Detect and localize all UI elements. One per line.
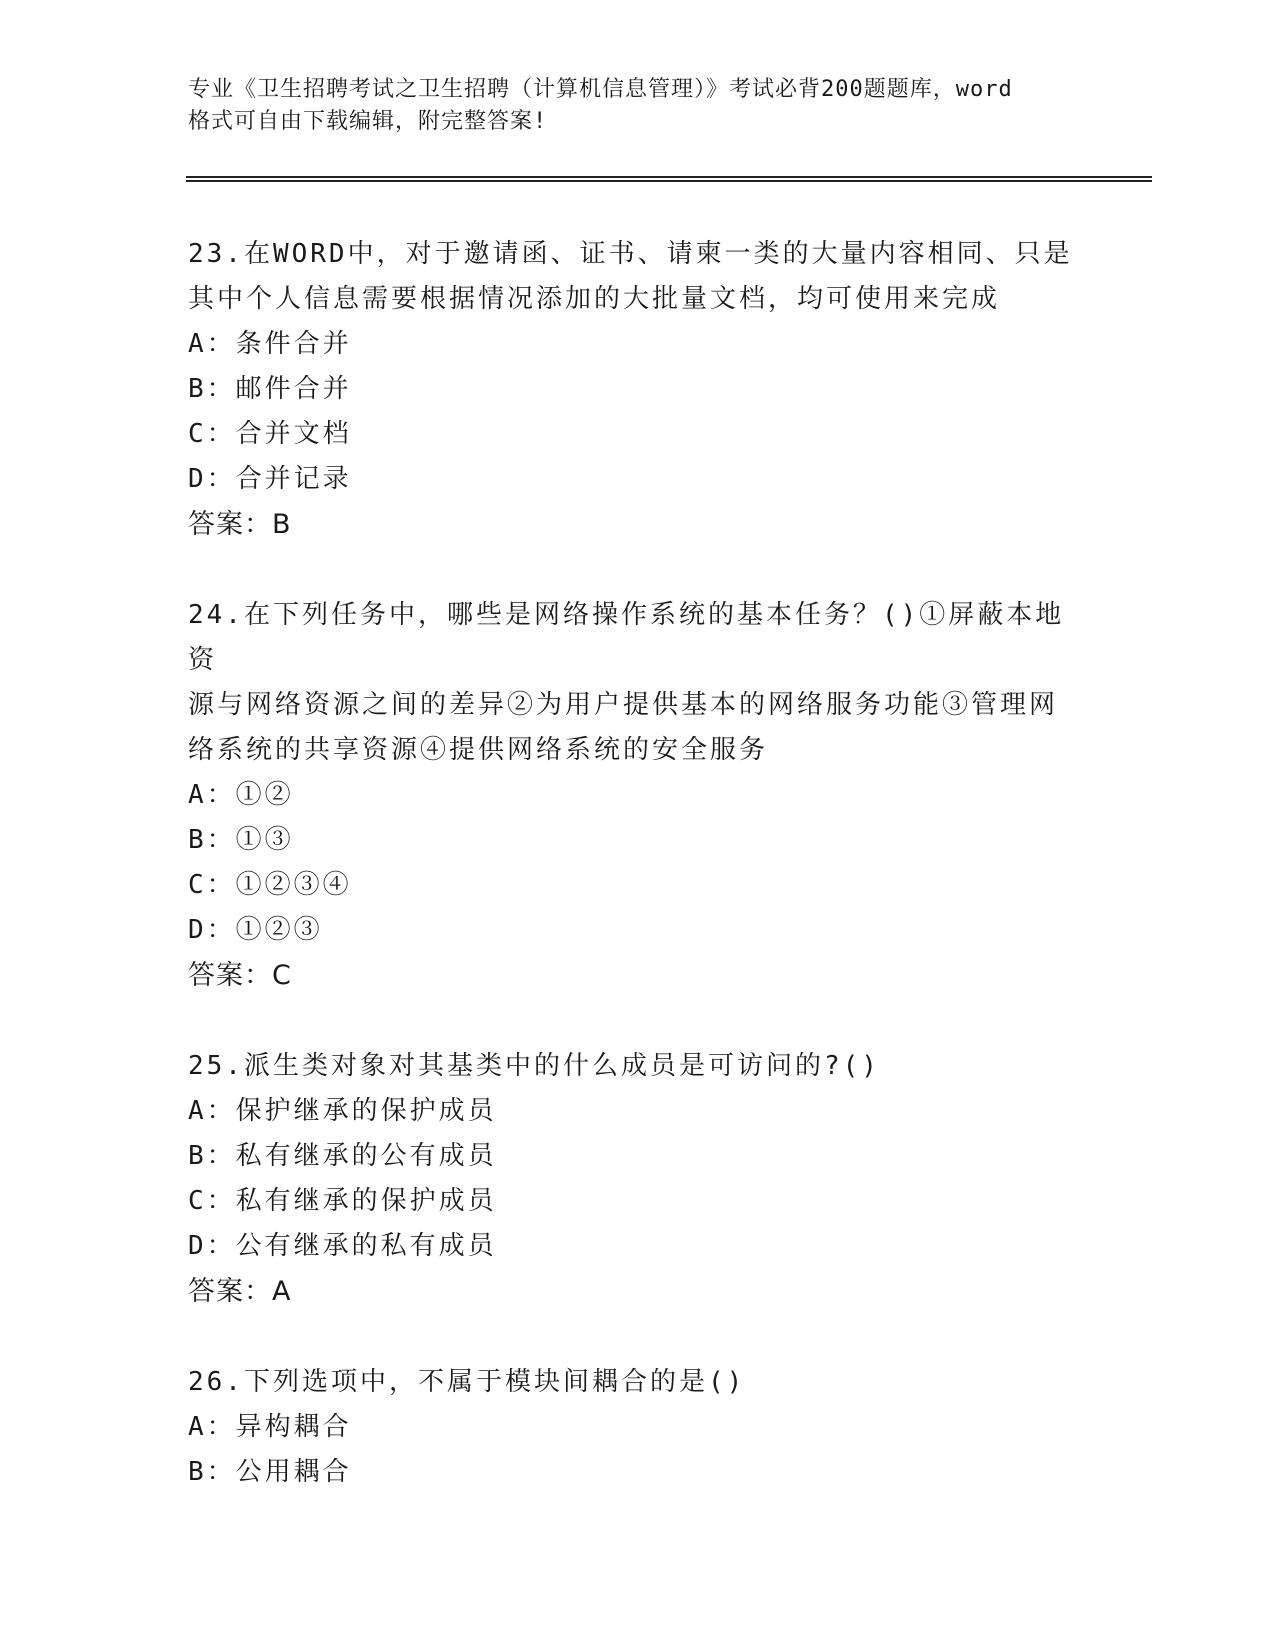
answer-line: 答案：C bbox=[188, 960, 292, 991]
question-text-line: 源与网络资源之间的差异②为用户提供基本的网络服务功能③管理网 bbox=[188, 690, 1059, 720]
header-divider bbox=[186, 176, 1152, 182]
option-b: B：①③ bbox=[188, 825, 294, 855]
document-header bbox=[188, 74, 1088, 138]
option-b: B：私有继承的公有成员 bbox=[188, 1141, 497, 1171]
option-a: A：保护继承的保护成员 bbox=[188, 1096, 497, 1126]
question-list bbox=[188, 232, 1088, 1495]
option-a: A：①② bbox=[188, 780, 294, 810]
answer-line: 答案：A bbox=[188, 1276, 292, 1307]
option-d: D：①②③ bbox=[188, 915, 323, 945]
question-text-line: 24.在下列任务中，哪些是网络操作系统的基本任务？()①屏蔽本地资 bbox=[188, 600, 1065, 675]
option-c: C：①②③④ bbox=[188, 870, 352, 900]
question-text-line: 其中个人信息需要根据情况添加的大批量文档，均可使用来完成 bbox=[188, 284, 1001, 314]
option-d: D：公有继承的私有成员 bbox=[188, 1231, 497, 1261]
option-d: D：合并记录 bbox=[188, 464, 352, 494]
question-text-line: 25.派生类对象对其基类中的什么成员是可访问的?() bbox=[188, 1051, 880, 1081]
answer-line: 答案：B bbox=[188, 509, 292, 540]
question-24 bbox=[188, 593, 1088, 998]
question-text-line: 26.下列选项中，不属于模块间耦合的是() bbox=[188, 1367, 746, 1397]
question-text-line: 23.在WORD中，对于邀请函、证书、请柬一类的大量内容相同、只是 bbox=[188, 239, 1073, 269]
question-text-line: 络系统的共享资源④提供网络系统的安全服务 bbox=[188, 735, 769, 765]
question-25 bbox=[188, 1044, 1088, 1314]
header-line-2: 格式可自由下载编辑，附完整答案! bbox=[188, 109, 548, 134]
header-line-1: 专业《卫生招聘考试之卫生招聘（计算机信息管理）》考试必背200题题库，word bbox=[188, 77, 1013, 102]
option-c: C：私有继承的保护成员 bbox=[188, 1186, 497, 1216]
question-23 bbox=[188, 232, 1088, 547]
question-26 bbox=[188, 1360, 1088, 1495]
option-a: A：条件合并 bbox=[188, 329, 352, 359]
option-a: A：异构耦合 bbox=[188, 1412, 352, 1442]
option-c: C：合并文档 bbox=[188, 419, 352, 449]
option-b: B：邮件合并 bbox=[188, 374, 352, 404]
option-b: B：公用耦合 bbox=[188, 1457, 352, 1487]
